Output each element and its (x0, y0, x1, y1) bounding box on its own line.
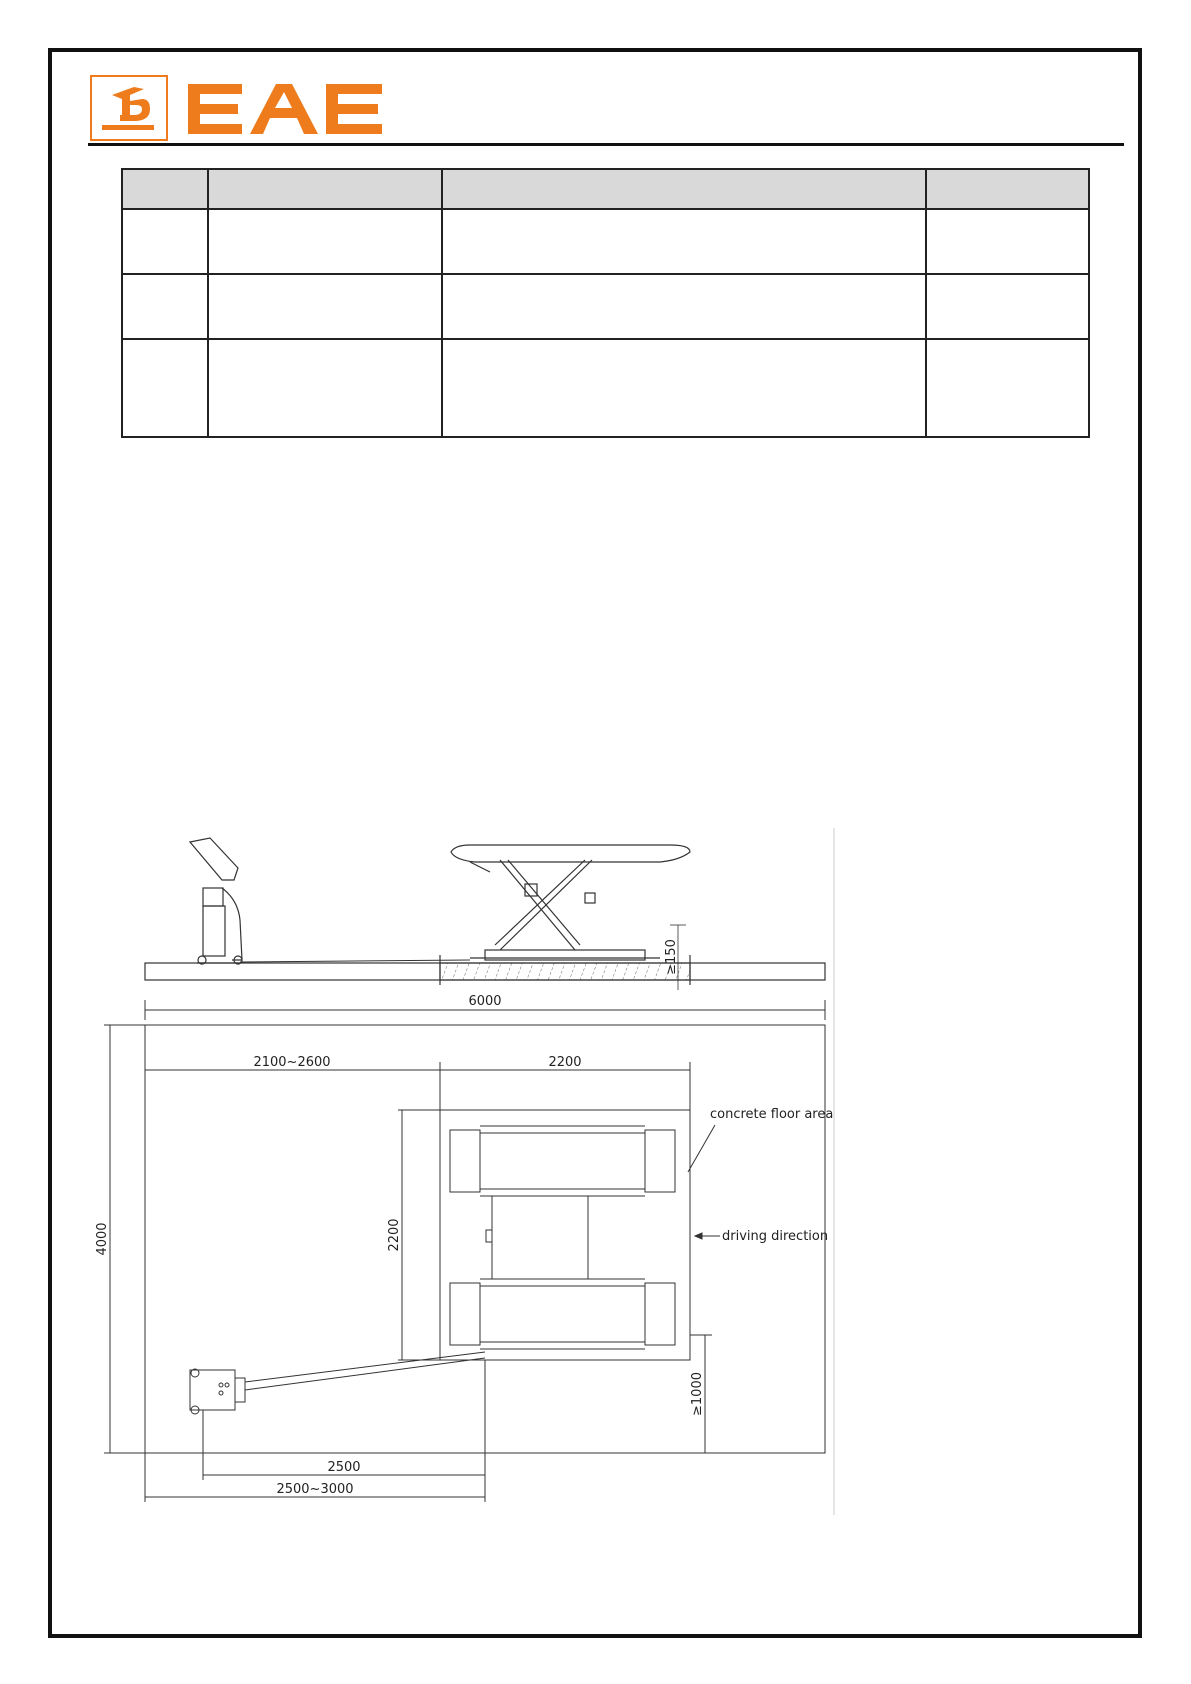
dim-console-range: 2500~3000 (276, 1482, 354, 1497)
lift-platform-front-icon (450, 1126, 675, 1196)
dim-overall-depth: 4000 (95, 1222, 110, 1256)
concrete-area-outline (440, 1110, 690, 1360)
scissor-lift-side-icon (451, 845, 690, 960)
dim-side-height: ≥150 (664, 939, 679, 975)
dim-lift-width: 2200 (548, 1055, 582, 1070)
dim-console-to-lift: 2500 (327, 1460, 361, 1475)
dim-overall-width: 6000 (468, 994, 502, 1009)
lift-platform-rear-icon (450, 1279, 675, 1349)
plan-view (104, 1000, 825, 1502)
console-plan-icon (190, 1369, 245, 1414)
pit-hatch (440, 963, 690, 980)
dim-console-offset: 2100~2600 (253, 1055, 331, 1070)
dim-lift-depth: 2200 (387, 1218, 402, 1252)
console-side-icon (190, 838, 242, 964)
dim-rear-clearance: ≥1000 (690, 1372, 705, 1416)
label-driving-direction: driving direction (722, 1229, 829, 1244)
label-concrete-floor-area: concrete floor area (710, 1107, 834, 1122)
side-elevation-view (145, 838, 825, 990)
